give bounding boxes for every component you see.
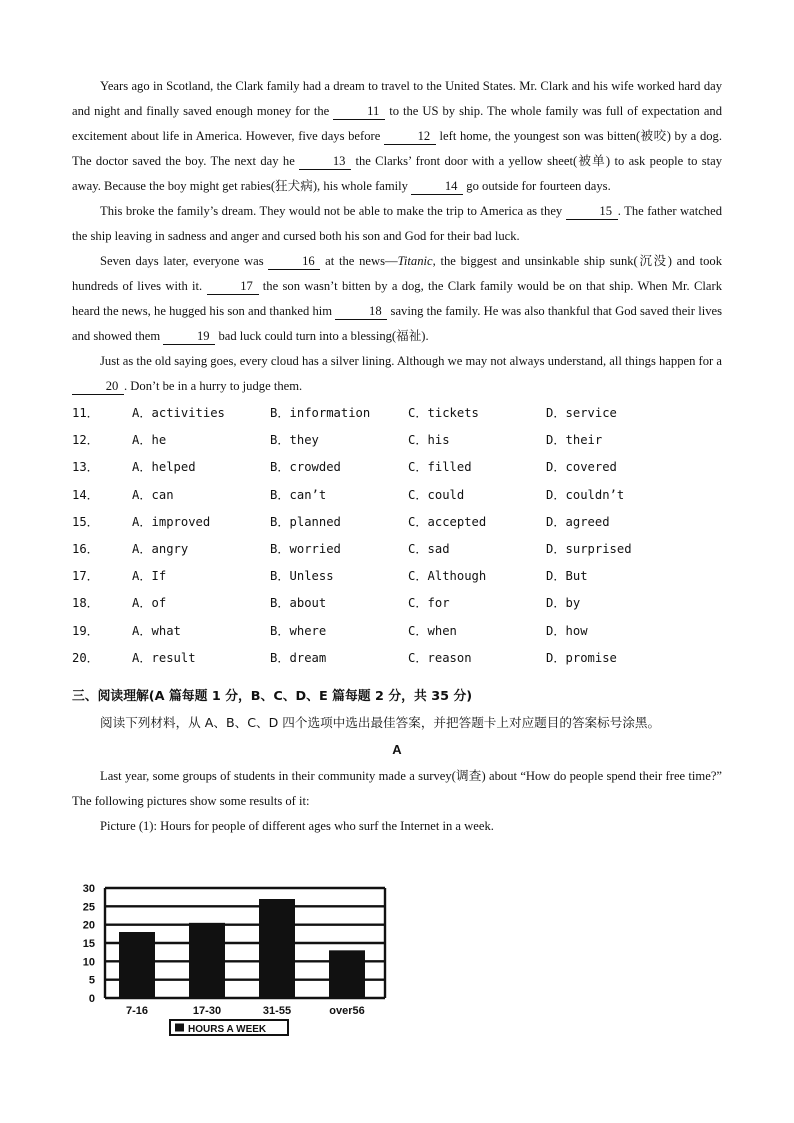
passage-text: . The father watched the ship leaving in sadness and anger and cursed both his son and God for their bad luck. (72, 204, 722, 243)
answer-blank-15: 15 (566, 204, 618, 220)
option-a: A．activities (132, 406, 225, 421)
answer-blank-13: 13 (299, 154, 351, 170)
question-row (72, 399, 722, 426)
question-row (72, 453, 722, 480)
options-list (72, 399, 722, 671)
y-tick-label: 30 (82, 883, 95, 895)
legend-label: HOURS A WEEK (188, 1024, 267, 1035)
option-b: B．information (270, 406, 371, 421)
y-tick-label: 25 (82, 901, 95, 914)
answer-blank-11: 11 (333, 104, 385, 120)
passage-text: This broke the family’s dream. They would not be able to make the trip to America as they (100, 204, 566, 218)
answer-blank-12: 12 (384, 129, 436, 145)
x-tick-label: 31-55 (262, 1005, 292, 1017)
passage-text: the son wasn’t bitten by a dog, the Clark family would be on that ship. When Mr. Clark heard the news, he hugged his son and thanked him (72, 279, 722, 318)
option-a: A．result (132, 650, 196, 665)
passage-text: Seven days later, everyone was (100, 254, 269, 268)
question-row (72, 617, 722, 644)
option-d: D．But (546, 569, 588, 584)
option-b: B．Unless (270, 569, 334, 584)
option-b: B．crowded (270, 460, 341, 475)
passage-text: , the biggest and unsinkable ship sunk(沉没) and took hundreds of lives with it. (72, 254, 723, 293)
option-c: C．could (408, 487, 465, 502)
option-c: C．accepted (408, 514, 487, 529)
option-a: A．what (132, 623, 181, 638)
option-b: B．they (270, 433, 319, 448)
question-number: 15． (72, 514, 99, 529)
section-instruction: 阅读下列材料，从 A、B、C、D 四个选项中选出最佳答案，并把答题卡上对应题目的答案标号涂黑。 (100, 714, 661, 730)
question-number: 14． (72, 487, 99, 502)
option-c: C．his (408, 433, 450, 448)
ship-name: Titanic (397, 254, 433, 268)
passage-text: Years ago in Scotland, the Clark family had a dream to travel to the United States. Mr. Clark and his wife worked hard day and night and finally saved enough money for the (72, 79, 722, 118)
option-a: A．angry (132, 542, 189, 557)
option-d: D．service (546, 406, 617, 421)
passage-paragraph-1 (72, 74, 722, 199)
option-d: D．by (546, 596, 581, 611)
option-c: C．tickets (408, 406, 479, 421)
picture-caption: Picture (1): Hours for people of different ages who surf the Internet in a week. (100, 818, 494, 833)
exam-page (72, 74, 722, 839)
bar-chart (72, 880, 402, 1040)
y-tick-label: 10 (82, 956, 95, 969)
bar (119, 932, 155, 998)
option-a: A．improved (132, 514, 211, 529)
section-title: 三、阅读理解(A 篇每题 1 分，B、C、D、E 篇每题 2 分，共 35 分) (72, 688, 473, 704)
question-number: 18． (72, 596, 99, 611)
option-c: C．sad (408, 542, 450, 557)
option-b: B．worried (270, 542, 341, 557)
y-tick-label: 15 (82, 938, 95, 950)
survey-intro: Last year, some groups of students in their community made a survey(调查) about “How do people spend their free time?” The following pictures show some results of it: (72, 768, 722, 808)
bar (259, 899, 295, 998)
answer-blank-14: 14 (411, 179, 463, 195)
question-number: 20． (72, 650, 99, 665)
question-number: 12． (72, 433, 99, 448)
legend-swatch (175, 1024, 184, 1032)
x-tick-label: 7-16 (125, 1005, 149, 1017)
passage-text: to the US by ship. The whole family was full of expectation and excitement about life in America. However, five days before (72, 104, 723, 143)
question-row (72, 535, 722, 562)
y-tick-label: 20 (82, 919, 95, 932)
answer-blank-16: 16 (268, 254, 320, 270)
passage-letter: A (392, 741, 402, 757)
option-b: B．dream (270, 650, 327, 665)
passage-text: at the news— (320, 254, 398, 268)
passage-text: . Don’t be in a hurry to judge them. (124, 379, 303, 393)
option-b: B．about (270, 596, 327, 611)
option-a: A．can (132, 487, 174, 502)
passage-text: Just as the old saying goes, every cloud has a silver lining. Although we may not always understand, all things happen for a (100, 354, 722, 368)
option-c: C．reason (408, 650, 472, 665)
question-row (72, 508, 722, 535)
option-d: D．couldn’t (546, 487, 625, 502)
option-c: C．for (408, 596, 450, 611)
option-c: C．Although (408, 569, 487, 584)
passage-text: bad luck could turn into a blessing(福祉). (215, 329, 429, 343)
option-c: C．when (408, 623, 457, 638)
option-a: A．of (132, 596, 167, 611)
passage-paragraph-3 (72, 249, 722, 349)
option-d: D．how (546, 623, 588, 638)
question-row (72, 562, 722, 589)
option-b: B．where (270, 623, 327, 638)
answer-blank-17: 17 (207, 279, 259, 295)
passage-text: saving the family. He was also thankful that God saved their lives and showed them (72, 304, 722, 343)
option-d: D．agreed (546, 514, 610, 529)
option-a: A．helped (132, 460, 196, 475)
answer-blank-18: 18 (335, 304, 387, 320)
option-d: D．surprised (546, 542, 632, 557)
option-a: A．he (132, 433, 167, 448)
question-row (72, 481, 722, 508)
answer-blank-20: 20 (72, 379, 124, 395)
option-d: D．promise (546, 650, 617, 665)
question-row (72, 589, 722, 616)
option-a: A．If (132, 569, 167, 584)
passage-text: go outside for fourteen days. (463, 179, 611, 193)
x-tick-label: over56 (329, 1005, 365, 1017)
y-tick-label: 0 (88, 993, 95, 1005)
answer-blank-19: 19 (163, 329, 215, 345)
question-number: 19． (72, 623, 99, 638)
passage-paragraph-2 (72, 199, 722, 249)
question-number: 16． (72, 542, 99, 557)
bar (189, 923, 225, 998)
option-d: D．their (546, 433, 603, 448)
option-b: B．planned (270, 514, 341, 529)
option-b: B．can’t (270, 487, 327, 502)
passage-text: the Clarks’ front door with a yellow sheet(被单) to ask people to stay away. Because the boy might get rabies(狂犬病), his whole family (72, 154, 722, 193)
question-number: 17． (72, 569, 99, 584)
y-tick-label: 5 (88, 974, 95, 987)
question-row (72, 644, 722, 671)
question-number: 11． (72, 406, 99, 421)
x-tick-label: 17-30 (192, 1005, 222, 1017)
bar (329, 950, 365, 998)
question-number: 13． (72, 460, 99, 475)
passage-text: left home, the youngest son was bitten(被咬) by a dog. The doctor saved the boy. The next day he (72, 129, 723, 168)
passage-paragraph-4 (72, 349, 722, 399)
bar-chart-svg (72, 880, 402, 1040)
question-row (72, 426, 722, 453)
option-c: C．filled (408, 460, 472, 475)
option-d: D．covered (546, 460, 617, 475)
